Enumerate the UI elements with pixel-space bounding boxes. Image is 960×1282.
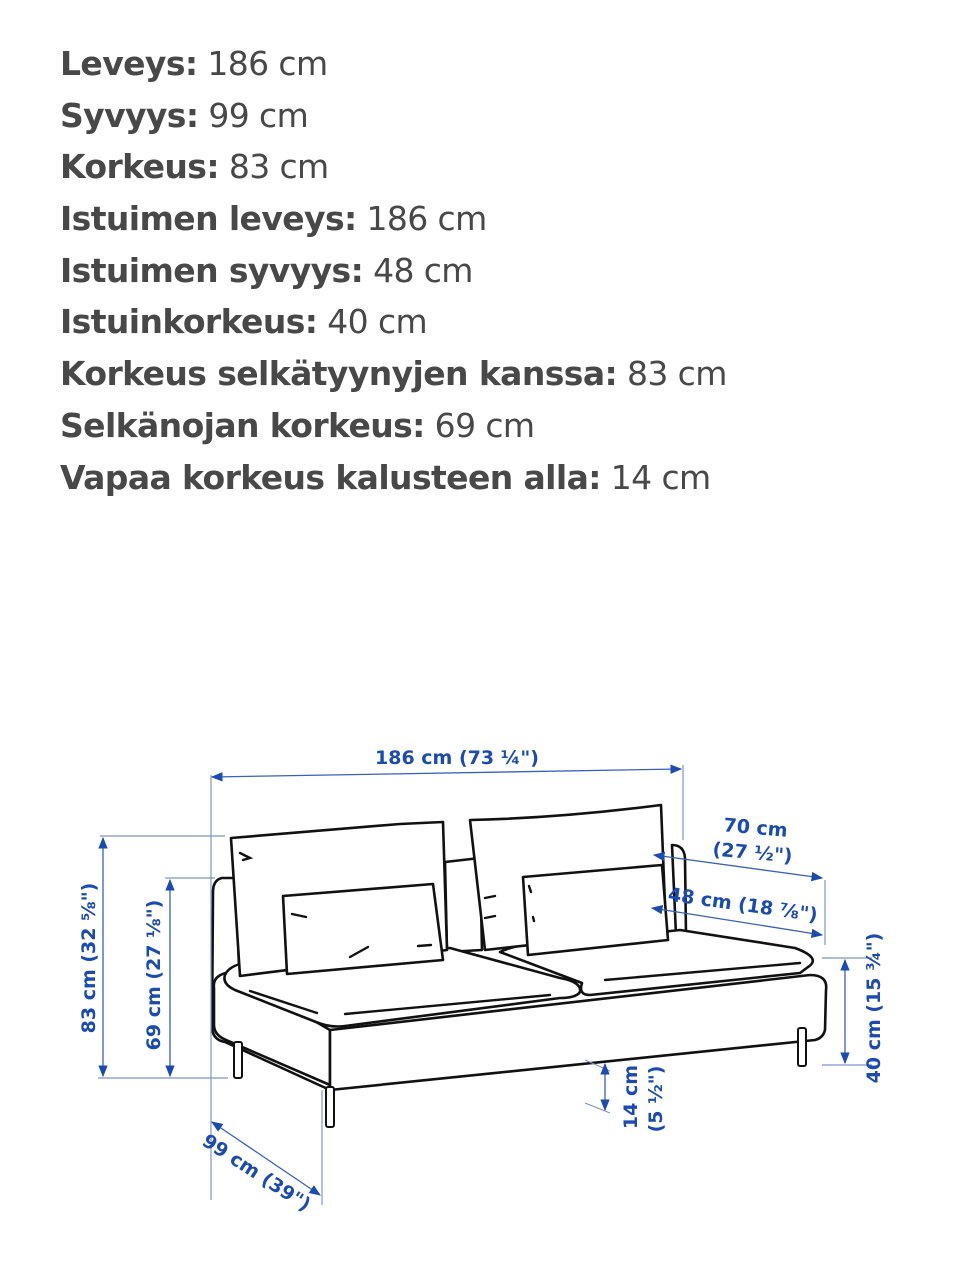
spec-label: Leveys: bbox=[60, 44, 198, 83]
spec-label: Istuimen syvyys: bbox=[60, 250, 364, 290]
backrest-height-label: 69 cm (27 ⅛") bbox=[143, 899, 165, 1051]
spec-value: 83 cm bbox=[626, 354, 727, 394]
spec-label: Istuimen leveys: bbox=[60, 199, 357, 239]
spec-width bbox=[60, 38, 727, 90]
spec-seat-height bbox=[60, 296, 727, 348]
spec-depth bbox=[60, 90, 727, 142]
armrest-depth-label: 70 cm bbox=[722, 814, 789, 842]
spec-height bbox=[60, 141, 727, 193]
spec-value: 69 cm bbox=[434, 405, 535, 445]
sofa-dimension-diagram bbox=[0, 720, 960, 1260]
spec-label: Korkeus: bbox=[60, 147, 219, 187]
spec-value: 99 cm bbox=[208, 95, 309, 135]
spec-value: 40 cm bbox=[327, 302, 428, 342]
depth-label: 99 cm (39") bbox=[198, 1129, 315, 1217]
spec-value: 83 cm bbox=[228, 147, 329, 187]
spec-seat-depth bbox=[60, 245, 727, 297]
spec-label: Selkänojan korkeus: bbox=[60, 405, 425, 445]
product-dimensions-list bbox=[60, 38, 727, 503]
width-dimension-line bbox=[212, 769, 681, 777]
spec-height-with-cushions bbox=[60, 348, 727, 400]
height-label: 83 cm (32 ⅝") bbox=[78, 882, 100, 1034]
width-label: 186 cm (73 ¼") bbox=[375, 747, 539, 769]
seat-depth-label: 48 cm (18 ⅞") bbox=[666, 883, 819, 927]
spec-seat-width bbox=[60, 193, 727, 245]
spec-label: Korkeus selkätyynyjen kanssa: bbox=[60, 354, 618, 394]
sofa-leg bbox=[326, 1087, 334, 1127]
spec-label: Vapaa korkeus kalusteen alla: bbox=[60, 457, 601, 497]
spec-backrest-height bbox=[60, 400, 727, 452]
spec-value: 14 cm bbox=[610, 457, 711, 497]
seat-height-label: 40 cm (15 ¾") bbox=[863, 932, 885, 1084]
sofa-leg bbox=[798, 1028, 806, 1066]
clearance-label-inch: (5 ½") bbox=[645, 1065, 667, 1133]
armrest-depth-label-inch: (27 ½") bbox=[711, 838, 794, 868]
spec-value: 186 cm bbox=[366, 199, 487, 239]
sofa-leg bbox=[234, 1042, 242, 1078]
spec-free-height-under bbox=[60, 452, 727, 504]
clearance-label: 14 cm bbox=[620, 1064, 642, 1130]
spec-label: Istuinkorkeus: bbox=[60, 302, 318, 342]
spec-label: Syvyys: bbox=[60, 95, 199, 135]
spec-value: 186 cm bbox=[207, 44, 328, 83]
spec-value: 48 cm bbox=[373, 250, 473, 290]
